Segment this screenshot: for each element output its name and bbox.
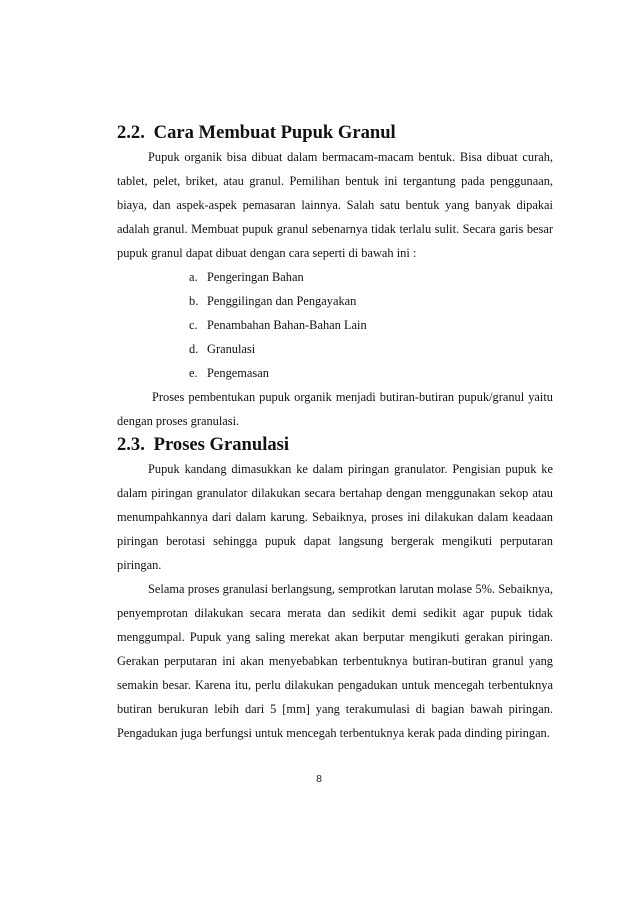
list-marker: d. [189, 342, 199, 356]
section-number: 2.3. [117, 434, 145, 455]
list-item [117, 313, 553, 337]
page-content [117, 121, 553, 745]
list-marker: a. [189, 270, 198, 284]
list-item [117, 361, 553, 385]
list-item-text: Pengemasan [207, 366, 269, 380]
steps-list [117, 265, 553, 385]
page-number: 8 [316, 773, 322, 785]
section-heading-2-2 [117, 121, 553, 145]
list-item [117, 289, 553, 313]
list-item [117, 337, 553, 361]
closing-paragraph: Proses pembentukan pupuk organik menjadi butiran-butiran pupuk/granul yaitu dengan proses granulasi. [117, 390, 553, 428]
list-marker: c. [189, 318, 198, 332]
section-heading-2-3 [117, 433, 553, 457]
section-title: Cara Membuat Pupuk Granul [153, 122, 396, 143]
list-marker: b. [189, 294, 199, 308]
section-title: Proses Granulasi [153, 434, 290, 455]
list-item-text: Penggilingan dan Pengayakan [207, 294, 357, 308]
list-item-text: Pengeringan Bahan [207, 270, 304, 284]
intro-paragraph: Pupuk organik bisa dibuat dalam bermacam-macam bentuk. Bisa dibuat curah, tablet, pelet, briket, atau granul. Pemilihan bentuk ini tergantung pada penggunaan, biaya, dan aspek-aspek pemasaran lainnya. Salah satu bentuk yang banyak dipakai adalah granul. Membuat pupuk granul sebenarnya tidak terlalu sulit. Secara garis besar pupuk granul dapat dibuat dengan cara seperti di bawah ini : [117, 150, 553, 260]
section-number: 2.2. [117, 122, 145, 143]
list-marker: e. [189, 366, 198, 380]
list-item-text: Granulasi [207, 342, 256, 356]
list-item [117, 265, 553, 289]
granulation-paragraph-1: Pupuk kandang dimasukkan ke dalam piringan granulator. Pengisian pupuk ke dalam piringan granulator dilakukan secara bertahap dengan menggunakan sekop atau menumpahkannya dari dalam karung. Sebaiknya, proses ini dilakukan dalam keadaan piringan berotasi sehingga pupuk dapat langsung bergerak mengikuti perputaran piringan. [117, 462, 553, 572]
granulation-paragraph-2: Selama proses granulasi berlangsung, semprotkan larutan molase 5%. Sebaiknya, penyemprotan dilakukan secara merata dan sedikit demi sedikit agar pupuk tidak menggumpal. Pupuk yang saling merekat akan berputar mengikuti gerakan piringan. Gerakan perputaran ini akan menyebabkan terbentuknya butiran-butiran granul yang semakin besar. Karena itu, perlu dilakukan pengadukan untuk mencegah terbentuknya butiran berukuran lebih dari 5 [mm] yang terakumulasi di bagian bawah piringan. Pengadukan juga berfungsi untuk mencegah terbentuknya kerak pada dinding piringan. [117, 582, 553, 740]
list-item-text: Penambahan Bahan-Bahan Lain [207, 318, 367, 332]
